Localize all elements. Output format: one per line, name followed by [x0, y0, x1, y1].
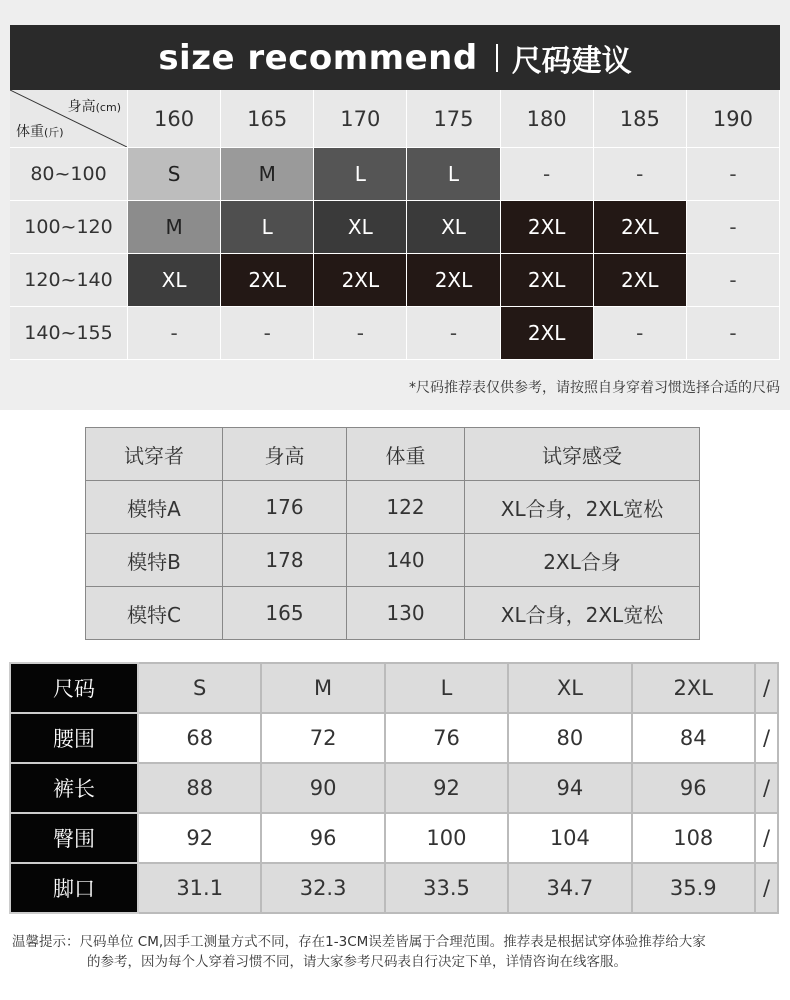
table-row [10, 713, 778, 763]
row-label: 臀围 [10, 813, 138, 863]
table-cell: 140 [347, 534, 465, 587]
size-cell: 2XL [407, 254, 500, 307]
height-header: 165 [221, 90, 314, 148]
table-cell: 模特C [86, 587, 223, 640]
column-header: 试穿感受 [465, 428, 700, 481]
footnote-line: 的参考，因为每个人穿着习惯不同，请大家参考尺码表自行决定下单，详情咨询在线客服。 [87, 954, 627, 970]
table-cell: 72 [261, 713, 384, 763]
weight-row-header: 100~120 [10, 201, 128, 254]
table-cell: 35.9 [632, 863, 755, 913]
table-cell: 130 [347, 587, 465, 640]
table-cell: 122 [347, 481, 465, 534]
size-cell: L [221, 201, 314, 254]
height-axis-label: 身高(cm) [67, 99, 121, 115]
column-header: 体重 [347, 428, 465, 481]
table-cell: / [755, 863, 778, 913]
size-cell: 2XL [501, 201, 594, 254]
weight-axis-label: 体重(斤) [16, 124, 64, 140]
table-cell: / [755, 713, 778, 763]
table-cell: 104 [508, 813, 631, 863]
table-header-row [86, 428, 700, 481]
table-cell: 31.1 [138, 863, 261, 913]
table-cell: 76 [385, 713, 508, 763]
table-cell: 模特B [86, 534, 223, 587]
height-header: 190 [687, 90, 780, 148]
table-row [10, 663, 778, 713]
size-cell: - [594, 148, 687, 201]
table-cell: 90 [261, 763, 384, 813]
size-recommend-header [10, 25, 780, 90]
table-cell: 165 [223, 587, 347, 640]
table-cell: 92 [138, 813, 261, 863]
table-cell: 2XL合身 [465, 534, 700, 587]
table-cell: 80 [508, 713, 631, 763]
footnote [12, 932, 787, 972]
size-cell: - [687, 148, 780, 201]
table-cell: 96 [632, 763, 755, 813]
size-recommend-table [10, 90, 780, 360]
footnote-line: 温馨提示：尺码单位 CM,因手工测量方式不同，存在1-3CM误差皆属于合理范围。推荐表是根据试穿体验推荐给大家 [12, 934, 706, 950]
title-chinese: 尺码建议 [511, 43, 632, 79]
height-header: 175 [407, 90, 500, 148]
model-fitting-table [85, 427, 700, 640]
size-cell: XL [407, 201, 500, 254]
size-cell: 2XL [314, 254, 407, 307]
weight-row-header: 120~140 [10, 254, 128, 307]
table-row [86, 587, 700, 640]
height-header: 170 [314, 90, 407, 148]
table-cell: XL [508, 663, 631, 713]
row-label: 腰围 [10, 713, 138, 763]
table-cell: M [261, 663, 384, 713]
table-cell: 176 [223, 481, 347, 534]
table-cell: 68 [138, 713, 261, 763]
table-row [86, 481, 700, 534]
table-cell: 33.5 [385, 863, 508, 913]
height-header: 185 [594, 90, 687, 148]
table-cell: 34.7 [508, 863, 631, 913]
table-row [10, 763, 778, 813]
table-cell: XL合身，2XL宽松 [465, 481, 700, 534]
title-english: size recommend [158, 37, 478, 78]
table-cell: 模特A [86, 481, 223, 534]
table-corner-header [10, 90, 128, 148]
size-cell: - [407, 307, 500, 360]
size-recommend-section [0, 0, 790, 410]
row-label: 尺码 [10, 663, 138, 713]
table-cell: 32.3 [261, 863, 384, 913]
table-cell: 88 [138, 763, 261, 813]
size-cell: 2XL [501, 307, 594, 360]
size-cell: - [687, 201, 780, 254]
size-cell: - [314, 307, 407, 360]
size-cell: - [501, 148, 594, 201]
table-cell: / [755, 763, 778, 813]
title-divider [496, 44, 498, 72]
table-cell: L [385, 663, 508, 713]
size-cell: S [128, 148, 221, 201]
table-cell: 92 [385, 763, 508, 813]
size-cell: 2XL [501, 254, 594, 307]
table-row [86, 534, 700, 587]
row-label: 裤长 [10, 763, 138, 813]
size-cell: M [128, 201, 221, 254]
table-cell: 84 [632, 713, 755, 763]
table-cell: / [755, 813, 778, 863]
size-cell: 2XL [594, 201, 687, 254]
size-cell: XL [128, 254, 221, 307]
height-header: 180 [501, 90, 594, 148]
size-cell: L [314, 148, 407, 201]
row-label: 脚口 [10, 863, 138, 913]
table-cell: 96 [261, 813, 384, 863]
table-row [10, 813, 778, 863]
table-cell: 100 [385, 813, 508, 863]
size-cell: - [687, 307, 780, 360]
table-cell: 94 [508, 763, 631, 813]
weight-row-header: 80~100 [10, 148, 128, 201]
height-header: 160 [128, 90, 221, 148]
column-header: 身高 [223, 428, 347, 481]
table-cell: / [755, 663, 778, 713]
size-cell: L [407, 148, 500, 201]
size-cell: - [221, 307, 314, 360]
size-measurement-table [9, 662, 779, 914]
size-cell: M [221, 148, 314, 201]
size-cell: - [687, 254, 780, 307]
table-row [10, 863, 778, 913]
size-cell: - [594, 307, 687, 360]
table-cell: S [138, 663, 261, 713]
table-cell: XL合身，2XL宽松 [465, 587, 700, 640]
table-cell: 178 [223, 534, 347, 587]
recommend-note: *尺码推荐表仅供参考，请按照自身穿着习惯选择合适的尺码 [409, 380, 780, 396]
weight-row-header: 140~155 [10, 307, 128, 360]
column-header: 试穿者 [86, 428, 223, 481]
size-cell: 2XL [594, 254, 687, 307]
table-cell: 108 [632, 813, 755, 863]
size-cell: - [128, 307, 221, 360]
table-cell: 2XL [632, 663, 755, 713]
size-cell: 2XL [221, 254, 314, 307]
size-cell: XL [314, 201, 407, 254]
